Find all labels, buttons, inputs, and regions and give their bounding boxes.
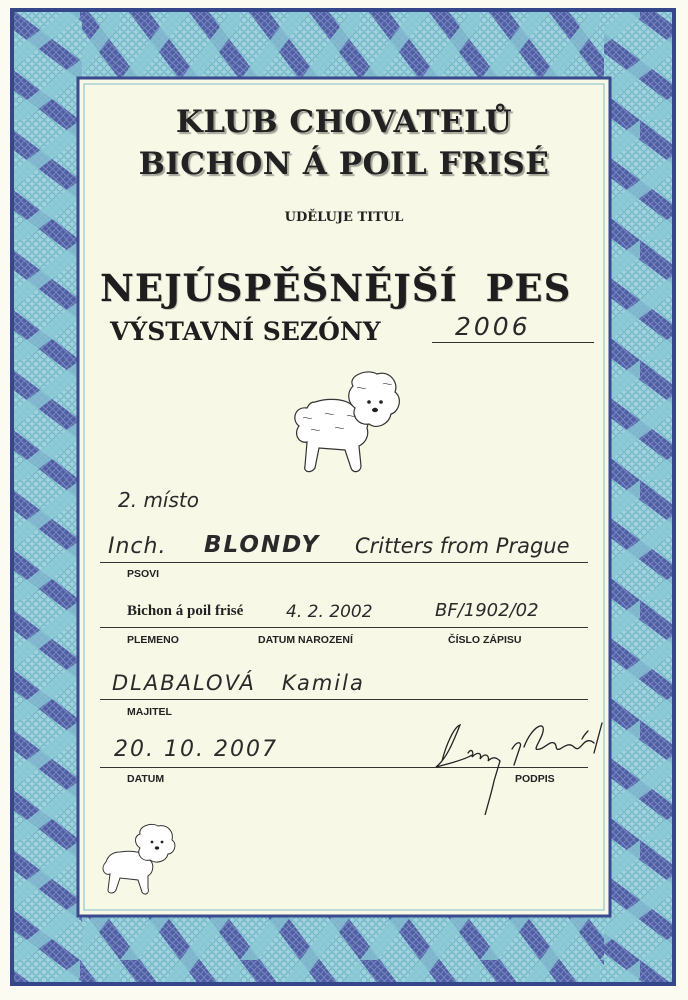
dog-line bbox=[100, 562, 588, 563]
date-value: 20. 10. 2007 bbox=[114, 737, 278, 762]
club-name-line2: BICHON Á POIL FRISÉ bbox=[138, 146, 550, 182]
dog-title-prefix: Inch. bbox=[108, 534, 167, 559]
breed-value: Bichon á poil frisé bbox=[127, 603, 244, 619]
date-label: DATUM bbox=[127, 773, 165, 785]
awards-label: UDĚLUJE TITUL bbox=[284, 210, 404, 225]
bichon-dog-illustration bbox=[285, 368, 405, 478]
season-line bbox=[432, 342, 594, 343]
signature-label: PODPIS bbox=[515, 773, 555, 785]
owner-value: DLABALOVÁ Kamila bbox=[112, 671, 365, 695]
season-label: VÝSTAVNÍ SEZÓNY bbox=[110, 317, 381, 346]
owner-line bbox=[100, 699, 588, 700]
handwritten-signature bbox=[432, 715, 608, 815]
birth-date-label: DATUM NAROZENÍ bbox=[258, 634, 353, 646]
birth-date-value: 4. 2. 2002 bbox=[286, 602, 373, 622]
award-title: NEJÚSPĚŠNĚJŠÍ PES bbox=[100, 266, 572, 310]
breed-label: PLEMENO bbox=[127, 634, 179, 646]
dog-label: PSOVI bbox=[127, 568, 160, 580]
placement: 2. místo bbox=[118, 488, 199, 512]
registration-value: BF/1902/02 bbox=[435, 600, 539, 621]
registration-label: ČÍSLO ZÁPISU bbox=[448, 634, 522, 646]
breed-line bbox=[100, 627, 588, 628]
dog-kennel: Critters from Prague bbox=[355, 534, 570, 558]
small-bichon-dog-illustration bbox=[98, 822, 178, 897]
dog-name: BLONDY bbox=[204, 532, 321, 558]
season-year: 2006 bbox=[455, 312, 531, 341]
club-name-line1: KLUB CHOVATELŮ bbox=[175, 104, 513, 140]
owner-label: MAJITEL bbox=[127, 706, 172, 718]
